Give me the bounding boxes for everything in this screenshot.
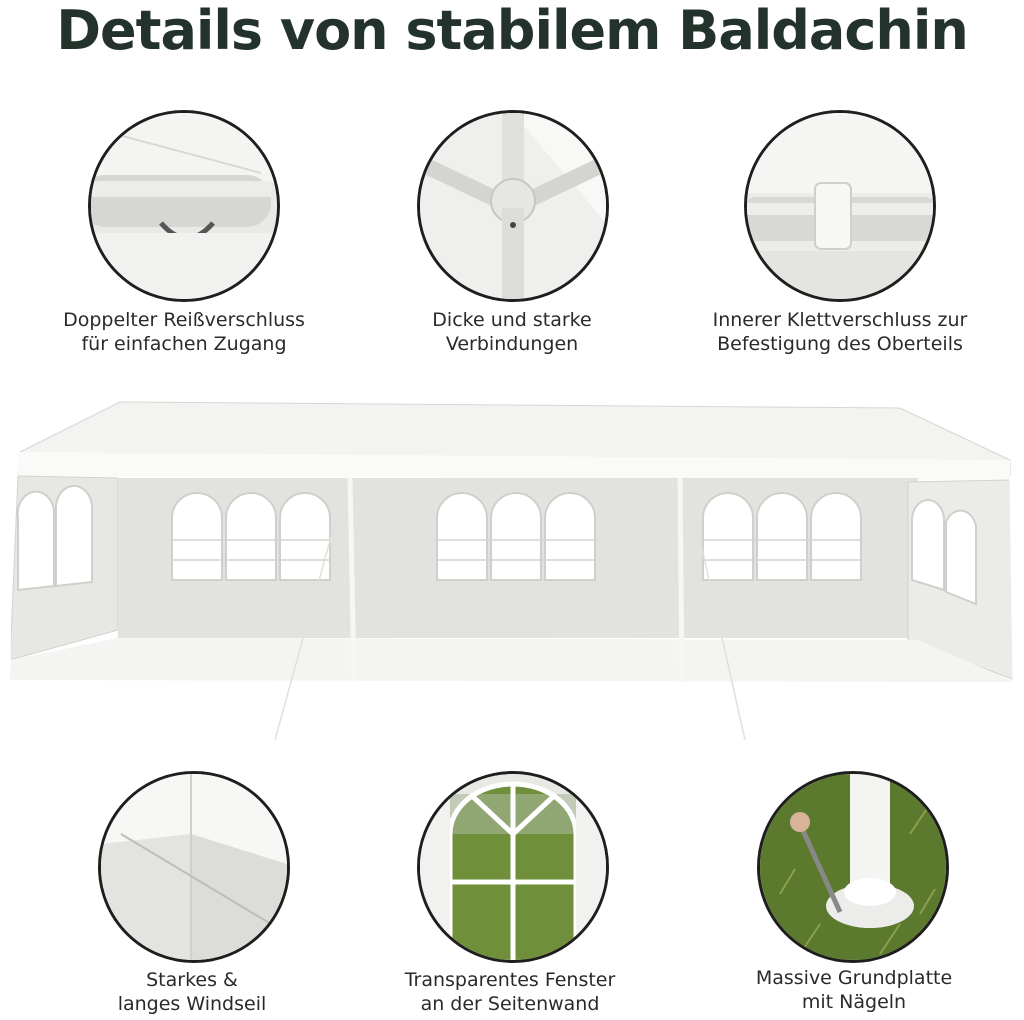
window-detail-image <box>417 771 609 963</box>
caption-zipper: Doppelter Reißverschluss für einfachen Zugang <box>63 309 305 355</box>
window-icon <box>420 774 606 960</box>
page-title: Details von stabilem Baldachin <box>56 0 968 62</box>
connector-detail-image <box>417 110 609 302</box>
velcro-icon <box>747 113 933 299</box>
base-plate-detail-image <box>757 771 949 963</box>
base-plate-icon <box>760 774 946 960</box>
caption-base-plate: Massive Grundplatte mit Nägeln <box>755 967 953 1013</box>
connector-icon <box>420 113 606 299</box>
tent-image <box>0 390 1024 760</box>
wind-rope-icon <box>101 774 287 960</box>
zipper-icon <box>91 113 277 299</box>
caption-velcro: Innerer Klettverschluss zur Befestigung des Oberteils <box>712 309 968 355</box>
caption-wind-rope: Starkes & langes Windseil <box>117 969 267 1015</box>
velcro-detail-image <box>744 110 936 302</box>
wind-rope-detail-image <box>98 771 290 963</box>
zipper-detail-image <box>88 110 280 302</box>
caption-connector: Dicke und starke Verbindungen <box>432 309 592 355</box>
caption-window: Transparentes Fenster an der Seitenwand <box>404 969 616 1015</box>
